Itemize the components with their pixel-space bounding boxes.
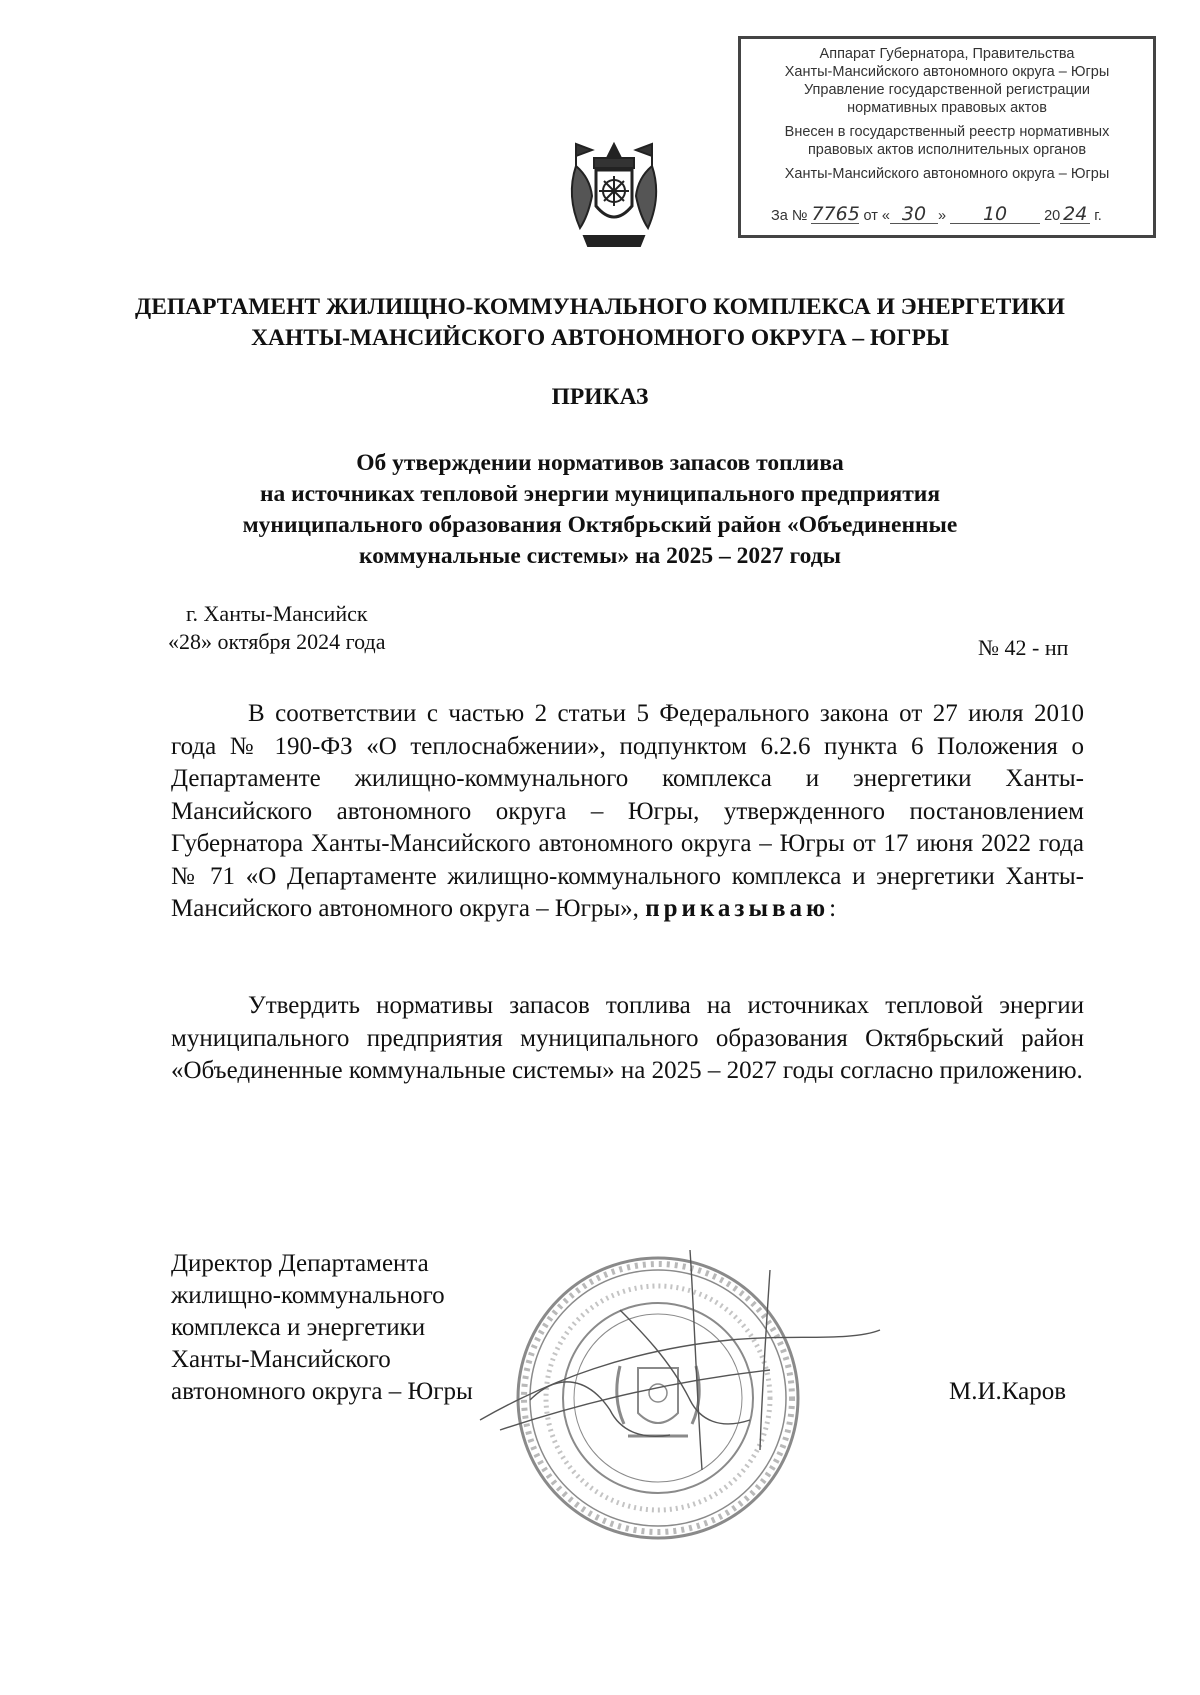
stamp-line: Ханты-Мансийского автономного округа – Югры xyxy=(784,166,1110,182)
signer-position-line: комплекса и энергетики xyxy=(171,1314,426,1341)
department-line: ХАНТЫ-МАНСИЙСКОГО АВТОНОМНОГО ОКРУГА – ЮГРЫ xyxy=(251,325,949,351)
reg-prefix: За № xyxy=(771,208,808,224)
stamp-line: Аппарат Губернатора, Правительства xyxy=(819,46,1075,62)
order-subject xyxy=(0,448,1200,572)
issue-date: «28» октября 2024 года xyxy=(168,629,386,654)
stamp-header-group xyxy=(741,45,1153,117)
order-number: № 42 - нп xyxy=(978,635,1069,660)
reg-day: 30 xyxy=(890,205,938,224)
handwritten-signature-icon xyxy=(470,1230,890,1490)
reg-year-prefix: 20 xyxy=(1044,208,1061,224)
subject-line: Об утверждении нормативов запасов топлива xyxy=(356,450,844,476)
stamp-line: Управление государственной регистрации xyxy=(803,82,1091,98)
preamble-end: : xyxy=(829,895,837,922)
signer-position-line: Директор Департамента xyxy=(171,1250,429,1277)
signer-position-line: автономного округа – Югры xyxy=(171,1378,473,1405)
subject-line: муниципального образования Октябрьский район «Объединенные xyxy=(242,512,958,538)
reg-day-close: » xyxy=(937,208,947,224)
reg-number: 7765 xyxy=(811,203,860,225)
stamp-line: нормативных правовых актов xyxy=(847,100,1047,116)
preamble-paragraph xyxy=(171,698,1084,926)
stamp-line: Ханты-Мансийского автономного округа – Югры xyxy=(784,64,1110,80)
department-title xyxy=(0,292,1200,354)
subject-line: коммунальные системы» на 2025 – 2027 годы xyxy=(359,543,841,569)
document-type: ПРИКАЗ xyxy=(551,384,649,410)
reg-from-label: от « xyxy=(863,208,890,224)
reg-month: 10 xyxy=(950,205,1040,224)
reg-year-suffix: 24 xyxy=(1060,205,1090,224)
stamp-bottom-group xyxy=(741,165,1153,183)
stamp-middle-group xyxy=(741,123,1153,159)
stamp-line: правовых актов исполнительных органов xyxy=(807,142,1087,158)
registration-number-line xyxy=(771,205,1143,225)
order-keyword: приказываю xyxy=(645,895,830,922)
subject-line: на источниках тепловой энергии муниципального предприятия xyxy=(259,481,941,507)
place-of-issue: г. Ханты-Мансийск xyxy=(186,601,368,626)
stamp-line: Внесен в государственный реестр нормативных xyxy=(784,124,1110,140)
signer-position-line: Ханты-Мансийского xyxy=(171,1346,391,1373)
preamble-text: В соответствии с частью 2 статьи 5 Федерального закона от 27 июля 2010 года № 190-ФЗ «О теплоснабжении», подпунктом 6.2.6 пункта 6 Положения о Департаменте жилищно-коммунального комплекса и энергетики Ханты-Мансийского автономного округа – Югры, утвержденного постановлением Губернатора Ханты-Мансийского автономного округа – Югры от 17 июня 2022 года № 71 «О Департаменте жилищно-коммунального комплекса и энергетики Ханты-Мансийского автономного округа – Югры», xyxy=(171,700,1084,922)
coat-of-arms-icon xyxy=(562,136,666,254)
signer-position xyxy=(171,1248,473,1408)
order-paragraph: Утвердить нормативы запасов топлива на источниках тепловой энергии муниципального предприятия муниципального образования Октябрьский район «Объединенные коммунальные системы» на 2025 – 2027 годы согласно приложению. xyxy=(171,992,1084,1084)
department-line: ДЕПАРТАМЕНТ ЖИЛИЩНО-КОММУНАЛЬНОГО КОМПЛЕКСА И ЭНЕРГЕТИКИ xyxy=(135,294,1065,320)
signer-name: М.И.Каров xyxy=(949,1378,1067,1405)
reg-year-unit: г. xyxy=(1094,208,1102,224)
registration-stamp xyxy=(738,36,1156,238)
signer-position-line: жилищно-коммунального xyxy=(171,1282,445,1309)
